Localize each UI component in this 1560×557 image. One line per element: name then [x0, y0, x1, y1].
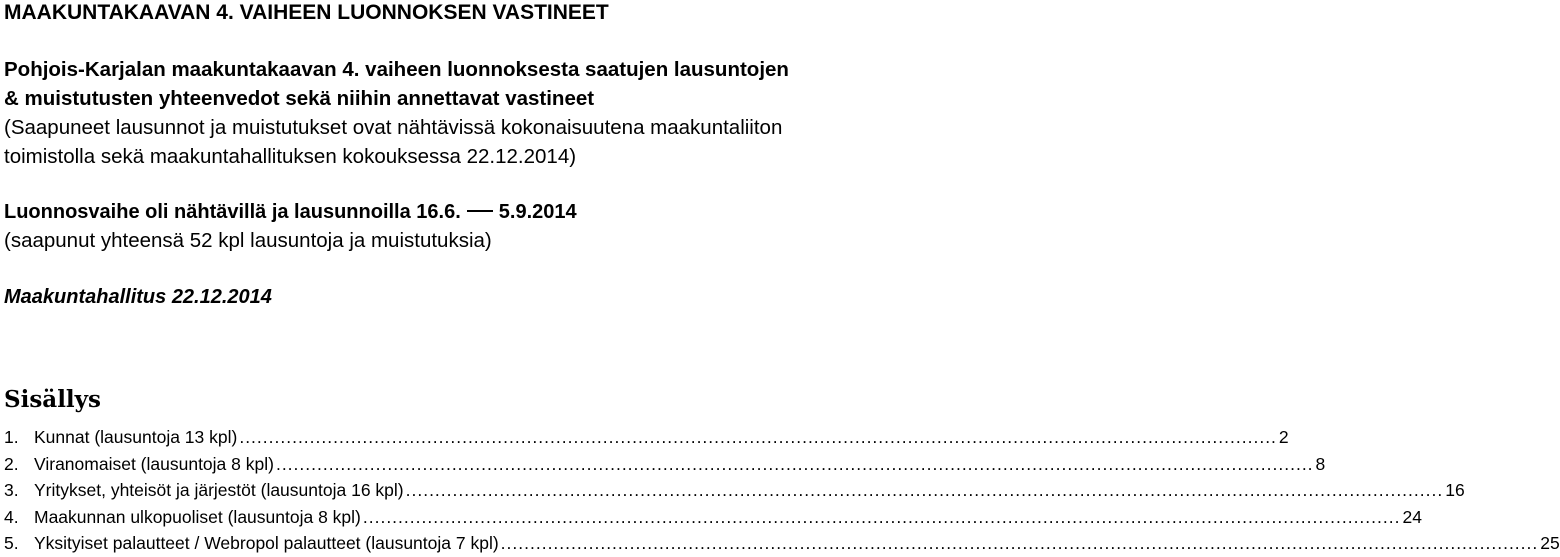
received-count-note: (saapunut yhteensä 52 kpl lausuntoja ja muistutuksia) [4, 229, 492, 252]
toc-item-number: 2. [4, 453, 19, 474]
toc-item-label: Yksityiset palautteet / Webropol palautteet (lausuntoja 7 kpl) [34, 533, 499, 553]
toc-item-label: Maakunnan ulkopuoliset (lausuntoja 8 kpl) [34, 506, 361, 527]
toc-item[interactable] [4, 477, 1465, 504]
toc-item-page: 2 [1278, 427, 1289, 447]
consultation-period-start: Luonnosvaihe oli nähtävillä ja lausunnoilla 16.6. [4, 201, 461, 223]
toc-item-page: 16 [1445, 480, 1465, 500]
toc-item-label: Yritykset, yhteisöt ja järjestöt (lausuntoja 16 kpl) [34, 480, 404, 500]
toc-item[interactable] [4, 424, 1289, 451]
toc-dot-leader: ................................................................................................................................................................................. [362, 506, 1401, 527]
toc-item-label: Viranomaiset (lausuntoja 8 kpl) [34, 453, 274, 474]
toc-item[interactable] [4, 504, 1422, 531]
toc-dot-leader: ................................................................................................................................................................................. [405, 480, 1444, 500]
meeting-date: Maakuntahallitus 22.12.2014 [4, 286, 272, 308]
toc-heading: Sisällys [4, 386, 101, 413]
toc-item-page: 24 [1402, 506, 1422, 527]
consultation-period [4, 199, 577, 225]
toc-item-page: 25 [1540, 533, 1560, 553]
toc-dot-leader: ................................................................................................................................................................................. [275, 453, 1314, 474]
availability-note-line-2: toimistolla sekä maakuntahallituksen kokouksessa 22.12.2014) [4, 145, 577, 168]
toc-dot-leader: ................................................................................................................................................................................. [239, 427, 1277, 447]
toc-item-label: Kunnat (lausuntoja 13 kpl) [34, 427, 238, 447]
toc-item[interactable] [4, 530, 1560, 557]
toc-item-number: 3. [4, 480, 19, 500]
toc-item[interactable] [4, 451, 1326, 478]
summary-heading-line-1: Pohjois-Karjalan maakuntakaavan 4. vaiheen luonnoksesta saatujen lausuntojen [4, 58, 789, 81]
table-of-contents [4, 424, 1560, 557]
summary-heading-line-2: & muistutusten yhteenvedot sekä niihin annettavat vastineet [4, 87, 595, 110]
availability-note-line-1: (Saapuneet lausunnot ja muistutukset ovat nähtävissä kokonaisuutena maakuntaliiton [4, 116, 783, 139]
toc-item-page: 8 [1315, 453, 1326, 474]
toc-item-number: 1. [4, 427, 19, 447]
document-title: MAAKUNTAKAAVAN 4. VAIHEEN LUONNOKSEN VASTINEET [4, 1, 609, 24]
dash-separator [467, 210, 493, 212]
toc-item-number: 5. [4, 533, 19, 553]
consultation-period-end: 5.9.2014 [498, 201, 577, 223]
toc-item-number: 4. [4, 506, 19, 527]
toc-dot-leader: ................................................................................................................................................................................. [500, 533, 1539, 553]
